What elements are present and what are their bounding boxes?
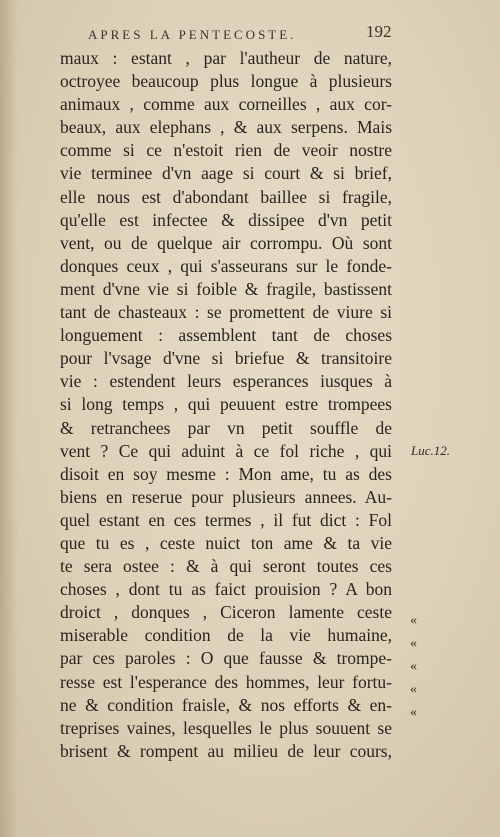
text-line: elle nous est d'abondant baillee si fragile,: [60, 186, 392, 207]
text-line: si long temps , qui peuuent estre trompees: [60, 394, 392, 415]
quote-mark: «: [410, 682, 417, 698]
body-text: [60, 47, 392, 763]
text-line: biens en reserue pour plusieurs annees. Au-: [60, 486, 392, 507]
text-line: vent ? Ce qui aduint à ce fol riche , qui: [60, 440, 392, 461]
text-line: que tu es , ceste nuict ton ame & ta vie: [60, 532, 392, 553]
quote-mark: «: [410, 705, 417, 721]
quote-marks: [410, 609, 430, 724]
text-line: beaux, aux elephans , & aux serpens. Mais: [60, 117, 392, 138]
text-line: disoit en soy mesme : Mon ame, tu as des: [60, 463, 392, 484]
text-line: vie : estendent leurs esperances iusques à: [60, 371, 392, 392]
text-line: treprises vaines, lesquelles le plus souuent se: [60, 717, 392, 738]
text-line: comme si ce n'estoit rien de veoir nostre: [60, 140, 392, 161]
text-line: te sera ostee : & à qui seront toutes ces: [60, 556, 392, 577]
text-line: vent, ou de quelque air corrompu. Où sont: [60, 232, 392, 253]
text-line: par ces paroles : O que fausse & trompe-: [60, 648, 392, 669]
text-line: vie terminee d'vn aage si court & si brief,: [60, 163, 392, 184]
text-line: & retranchees par vn petit souffle de: [60, 417, 392, 438]
text-line: quel estant en ces termes , il fut dict : Fol: [60, 509, 392, 530]
text-line: droict , donques , Ciceron lamente ceste: [60, 602, 392, 623]
page-number: 192: [366, 22, 392, 41]
text-line: donques ceux , qui s'asseurans sur le fonde-: [60, 255, 392, 276]
text-line: ne & condition fraisle, & nos efforts & en-: [60, 694, 392, 715]
text-line: miserable condition de la vie humaine,: [60, 625, 392, 646]
text-line: choses , dont tu as faict prouision ? A bon: [60, 579, 392, 600]
text-line: qu'elle est infectee & dissipee d'vn petit: [60, 209, 392, 230]
text-line: brisent & rompent au milieu de leur cours,: [60, 740, 392, 761]
text-line: maux : estant , par l'autheur de nature,: [60, 48, 392, 68]
text-line: resse est l'esperance des hommes, leur fortu-: [60, 671, 392, 692]
margin-note: Luc.12.: [411, 443, 450, 458]
running-head: APRES LA PENTECOSTE.: [88, 27, 297, 42]
quote-mark: «: [410, 636, 417, 652]
text-line: animaux , comme aux corneilles , aux cor-: [60, 94, 392, 115]
quote-mark: «: [410, 613, 417, 628]
text-line: octroyee beaucoup plus longue à plusieurs: [60, 71, 392, 92]
text-line: pour l'vsage d'vne si briefue & transitoire: [60, 348, 392, 369]
text-line: tant de chasteaux : se promettent de viure si: [60, 302, 392, 323]
text-line: longuement : assemblent tant de choses: [60, 325, 392, 346]
quote-mark: «: [410, 659, 417, 675]
text-line: ment d'vne vie si foible & fragile, bastissent: [60, 278, 392, 299]
